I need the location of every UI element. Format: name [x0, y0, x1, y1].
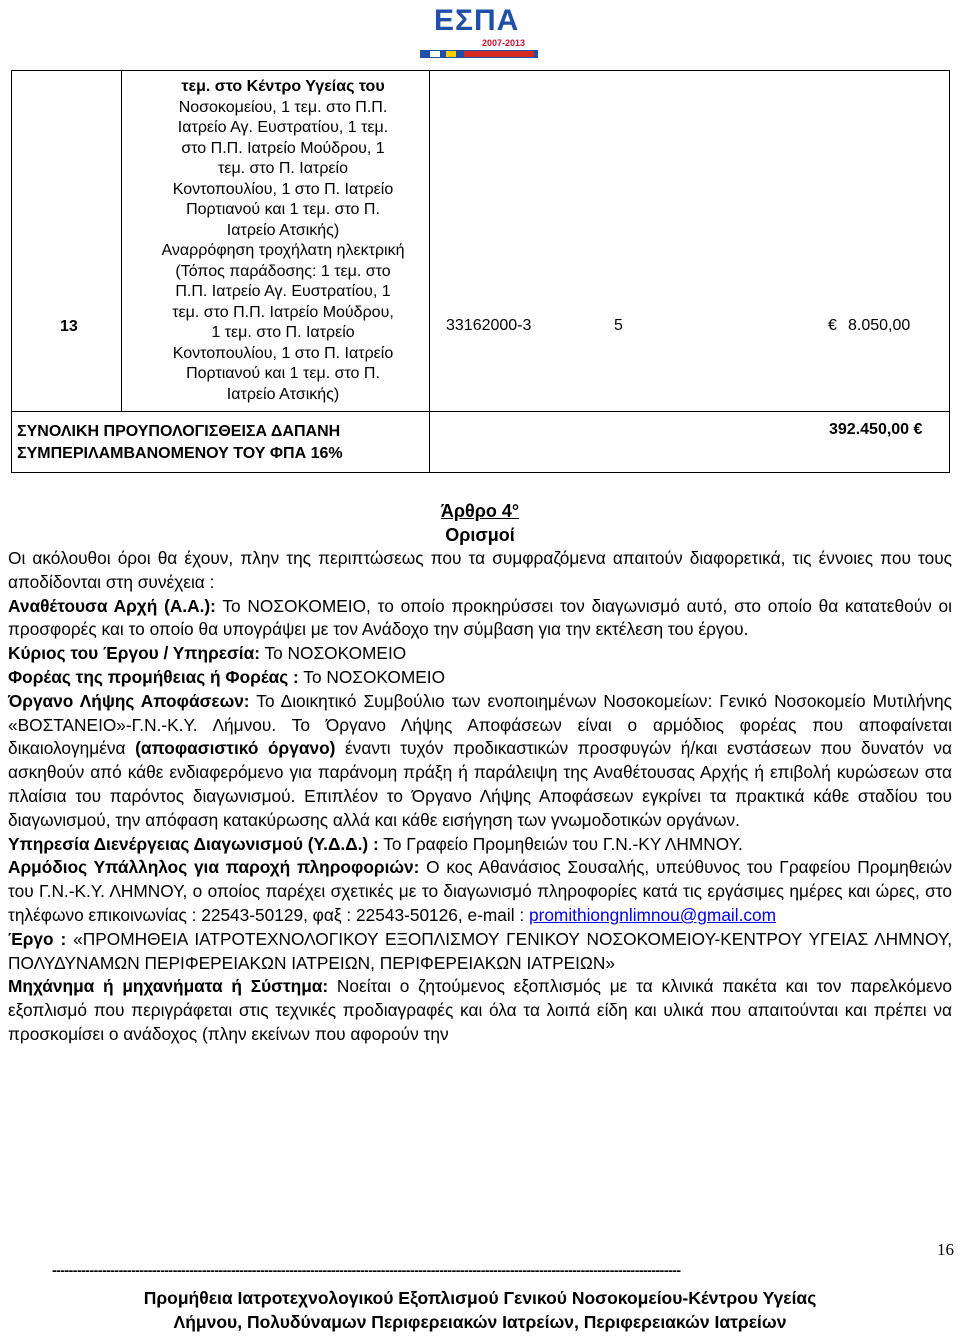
term-label: Αναθέτουσα Αρχή (Α.Α.):: [8, 595, 216, 616]
cpv-code: 33162000-3: [446, 317, 532, 334]
page-number: 16: [937, 1240, 954, 1259]
definition-project-owner: Κύριος του Έργου / Υπηρεσία: Το ΝΟΣΟΚΟΜΕΙΟ: [8, 643, 407, 664]
article-subheading: Ορισμοί: [445, 525, 515, 545]
total-label-line1: ΣΥΝΟΛΙΚΗ ΠΡΟΥΠΟΛΟΓΙΣΘΕΙΣΑ ΔΑΠΑΝΗ: [17, 423, 341, 440]
term-label: Μηχάνημα ή μηχανήματα ή Σύστημα:: [8, 976, 329, 997]
description-line: τεμ. στο Π. Ιατρείο: [217, 160, 349, 177]
description-line: Ιατρείο Αγ. Ευστρατίου, 1 τεμ.: [177, 119, 389, 136]
term-label: Έργο :: [8, 928, 67, 949]
description-line: στο Π.Π. Ιατρείο Μούδρου, 1: [181, 139, 385, 157]
eu-flag-icon: [446, 51, 456, 57]
footer-line1: Προμήθεια Ιατροτεχνολογικού Εξοπλισμού Γενικού Νοσοκομείου-Κέντρου Υγείας: [143, 1288, 817, 1308]
item-description: [138, 77, 428, 405]
total-value: 392.450,00 €: [829, 421, 923, 438]
description-line: Πορτιανού και 1 τεμ. στο Π.: [186, 201, 380, 218]
logo-flag-strip: [420, 50, 538, 58]
description-line: 1 τεμ. στο Π. Ιατρείο: [211, 324, 355, 341]
unit-price: 8.050,00: [848, 317, 911, 334]
term-label: Όργανο Λήψης Αποφάσεων:: [8, 690, 250, 711]
greek-flag-icon: [430, 51, 440, 57]
definition-procurement-body: Φορέας της προμήθειας ή Φορέας : Το ΝΟΣΟΚΟΜΕΙΟ: [8, 666, 446, 687]
definition-contact-officer: Αρμόδιος Υπάλληλος για παροχή πληροφοριών: Ο κος Αθανάσιος Σουσαλής, υπεύθυνος του Γραφείου Προμηθειών του Γ.Ν.-Κ.Υ. ΛΗΜΝΟΥ, ο οποίος παρέχει σχετικές με το διαγωνισμό πληροφορίες κατά τις εργάσιμες ημέρες και ώρες, στο τηλέφωνο επικοινωνίας : 22543-50129, φαξ : 22543-50126, e-mail : promithiongnlimnou@gmail.com: [8, 857, 952, 925]
espa-logo: [420, 4, 538, 58]
term-label: Υπηρεσία Διενέργειας Διαγωνισμού (Υ.Δ.Δ.) :: [8, 833, 379, 854]
description-line: τεμ. στο Π.Π. Ιατρείο Μούδρου,: [172, 303, 394, 321]
description-line: Π.Π. Ιατρείο Αγ. Ευστρατίου, 1: [175, 283, 391, 300]
footer-line2: Λήμνου, Πολυδύναμων Περιφερειακών Ιατρείων, Περιφερειακών Ιατρείων: [173, 1312, 787, 1332]
description-line: Ιατρείο Ατσικής): [226, 385, 340, 403]
definition-project: Έργο : «ΠΡΟΜΗΘΕΙΑ ΙΑΤΡΟΤΕΧΝΟΛΟΓΙΚΟΥ ΕΞΟΠΛΙΣΜΟΥ ΓΕΝΙΚΟΥ ΝΟΣΟΚΟΜΕΙΟΥ-ΚΕΝΤΡΟΥ ΥΓΕΙΑΣ ΛΗΜΝΟΥ, ΠΟΛΥΔΥΝΑΜΩΝ ΠΕΡΙΦΕΡΕΙΑΚΩΝ ΙΑΤΡΕΙΩΝ, ΠΕΡΙΦΕΡΕΙΑΚΩΝ ΙΑΤΡΕΙΩΝ»: [8, 928, 953, 973]
term-label: Κύριος του Έργου / Υπηρεσία:: [8, 643, 260, 664]
term-label: Φορέας της προμήθειας ή Φορέας :: [8, 666, 299, 687]
description-line: Αναρρόφηση τροχήλατη ηλεκτρική: [161, 242, 405, 259]
description-line: Πορτιανού και 1 τεμ. στο Π.: [186, 365, 380, 382]
definition-decision-body: Όργανο Λήψης Αποφάσεων: Το Διοικητικό Συμβούλιο των ενοποιημένων Νοσοκομείων: Γενικό Νοσοκομείο Μυτιλήνης «ΒΟΣΤΑΝΕΙΟ»-Γ.Ν.-Κ.Υ. Λήμνου. Το Όργανο Λήψης Αποφάσεων είναι ο αρμόδιος φορέας που αποφαίνεται δικαιολογημένα (αποφασιστικό όργανο) έναντι τυχόν προδικαστικών προσφυγών ή/και ενστάσεων που δυνατόν να ασκηθούν από κάθε ενδιαφερόμενο για παράνομη πράξη ή παράλειψη της Αναθέτουσας Αρχής ή επιβολή κυρώσεων στα πλαίσια του παρόντος διαγωνισμού. Επιπλέον το Όργανο Λήψης Αποφάσεων εγκρίνει τα πρακτικά κάθε σταδίου του διαγωνισμού, την απόφαση κατακύρωσης αλλά και κάθε εισήγηση των γνωμοδοτικών οργάνων.: [8, 690, 953, 830]
definition-contracting-authority: Αναθέτουσα Αρχή (Α.Α.): Το ΝΟΣΟΚΟΜΕΙΟ, το οποίο προκηρύσσει τον διαγωνισμό αυτό, στο οποίο θα κατατεθούν οι προσφορές και το οποίο θα υπογράψει με τον Ανάδοχο την σύμβαση για την εκτέλεση του έργου.: [8, 595, 952, 640]
article-heading: Άρθρο 4°: [440, 501, 520, 521]
logo-title: ΕΣΠΑ: [434, 4, 520, 37]
total-label-line2: ΣΥΜΠΕΡΙΛΑΜΒΑΝΟΜΕΝΟΥ ΤΟΥ ΦΠΑ 16%: [17, 445, 343, 462]
description-line: τεμ. στο Κέντρο Υγείας του: [181, 78, 385, 95]
description-line: Κοντοπουλίου, 1 στο Π. Ιατρείο: [172, 180, 394, 198]
description-line: Κοντοπουλίου, 1 στο Π. Ιατρείο: [172, 344, 394, 362]
description-line: Νοσοκομείου, 1 τεμ. στο Π.Π.: [178, 98, 388, 116]
total-label: [17, 421, 343, 465]
intro-paragraph: Οι ακόλουθοι όροι θα έχουν, πλην της περιπτώσεως που τα συμφραζόμενα απαιτούν διαφορετικά, τις έννοιες που τους αποδίδονται στη συνέχεια :: [8, 548, 952, 592]
definition-tender-service: Υπηρεσία Διενέργειας Διαγωνισμού (Υ.Δ.Δ.) : Το Γραφείο Προμηθειών του Γ.Ν.-ΚΥ ΛΗΜΝΟΥ.: [8, 833, 743, 854]
description-line: (Τόπος παράδοσης: 1 τεμ. στο: [175, 262, 391, 280]
quantity: 5: [614, 317, 623, 334]
row-number: 13: [60, 318, 78, 335]
email-link[interactable]: promithiongnlimnou@gmail.com: [528, 904, 777, 925]
logo-years: 2007-2013: [482, 38, 526, 48]
term-label: Αρμόδιος Υπάλληλος για παροχή πληροφοριών:: [8, 857, 420, 878]
currency-symbol: €: [828, 317, 837, 334]
article-body: [8, 547, 952, 1047]
definition-machinery: Μηχάνημα ή μηχανήματα ή Σύστημα: Νοείται ο ζητούμενος εξοπλισμός με τα κλινικά πακέτα και τον παρελκόμενο εξοπλισμό που περιγράφεται στις τεχνικές προδιαγραφές και όλα τα λοιπά είδη και υλικά που απαιτούνται και πρέπει να προσκομίσει ο ανάδοχος (πλην εκείνων που αφορούν την: [8, 976, 952, 1044]
description-line: Ιατρείο Ατσικής): [226, 221, 340, 239]
footer-divider: -------------------------------------------------------------------------------------------------------------------------------------------------------: [52, 1262, 681, 1278]
logo-stripe: [464, 51, 534, 57]
